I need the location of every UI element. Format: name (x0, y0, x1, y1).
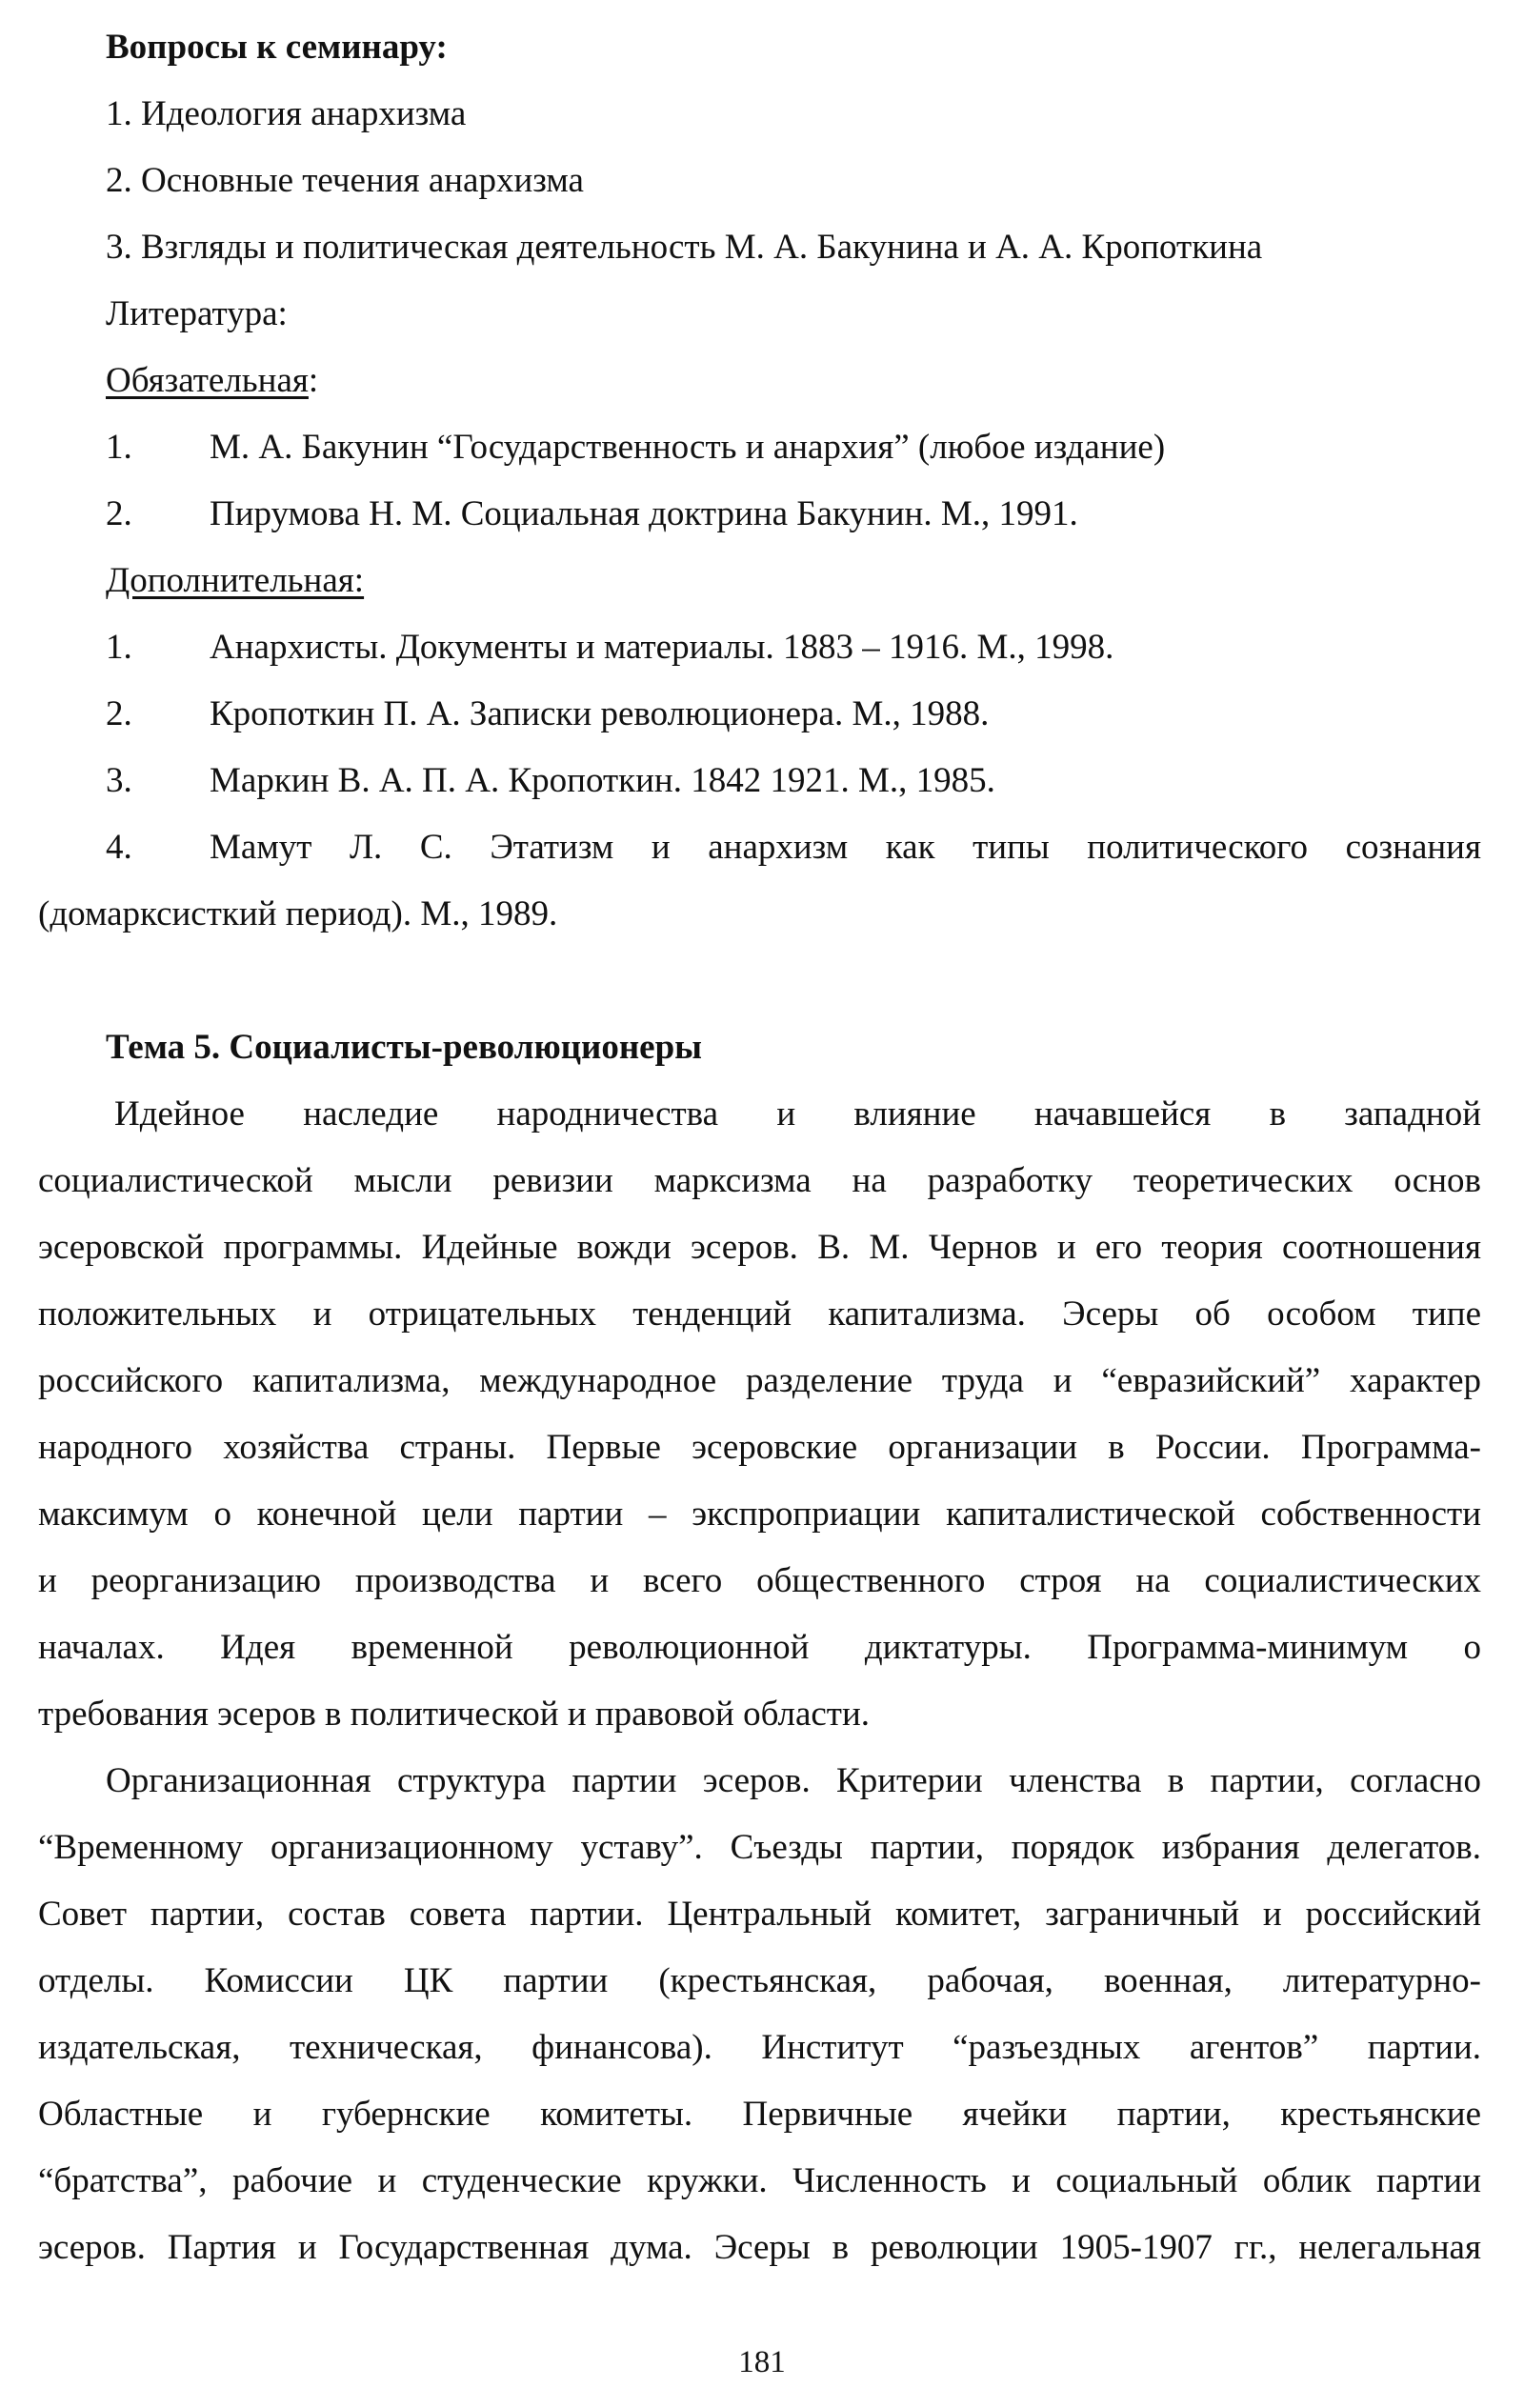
topic-paragraph1-line-8: и реорганизацию производства и всего общественного строя на социалистических (38, 1561, 1481, 1600)
topic-paragraph1-line-2: социалистической мысли ревизии марксизма на разработку теоретических основ (38, 1161, 1481, 1200)
seminar-question-1: 1. Идеология анархизма (106, 94, 467, 133)
required-item-1-text: М. А. Бакунин “Государственность и анархия” (любое издание) (210, 428, 1166, 467)
additional-item-3-text: Маркин В. А. П. А. Кропоткин. 1842 1921. М., 1985. (210, 761, 995, 800)
topic-paragraph1-line-1: Идейное наследие народничества и влияние начавшейся в западной (114, 1094, 1481, 1134)
topic-paragraph2-line-2: “Временному организационному уставу”. Съезды партии, порядок избрания делегатов. (38, 1828, 1481, 1867)
required-literature-label-text: Обязательная (106, 361, 309, 400)
required-literature-label (106, 360, 318, 402)
topic-paragraph2-line-4: отделы. Комиссии ЦК партии (крестьянская, рабочая, военная, литературно- (38, 1961, 1481, 2000)
required-item-2-number: 2. (106, 494, 132, 533)
required-item-2-text: Пирумова Н. М. Социальная доктрина Бакунин. М., 1991. (210, 494, 1078, 533)
additional-item-4-continuation: (домарксисткий период). М., 1989. (38, 894, 558, 933)
seminar-heading: Вопросы к семинару: (106, 28, 448, 67)
additional-item-3-number: 3. (106, 761, 132, 800)
required-item-1-number: 1. (106, 428, 132, 467)
topic-paragraph1-line-7: максимум о конечной цели партии – экспроприации капиталистической собственности (38, 1495, 1481, 1534)
additional-item-2-text: Кропоткин П. А. Записки революционера. М., 1988. (210, 694, 990, 733)
topic-paragraph1-line-9: началах. Идея временной революционной диктатуры. Программа-минимум о (38, 1628, 1481, 1667)
additional-literature-label: Дополнительная: (106, 561, 365, 600)
topic-paragraph2-line-3: Совет партии, состав совета партии. Центральный комитет, заграничный и российский (38, 1895, 1481, 1934)
seminar-question-2: 2. Основные течения анархизма (106, 161, 584, 200)
topic-paragraph2-line-5: издательская, техническая, финансова). Институт “разъездных агентов” партии. (38, 2028, 1481, 2067)
topic-paragraph1-line-3: эсеровской программы. Идейные вожди эсеров. В. М. Чернов и его теория соотношения (38, 1228, 1481, 1267)
seminar-question-3: 3. Взгляды и политическая деятельность М. А. Бакунина и А. А. Кропоткина (106, 228, 1263, 267)
additional-item-4-text: Мамут Л. С. Этатизм и анархизм как типы политического сознания (210, 828, 1481, 867)
topic-heading: Тема 5. Социалисты-революционеры (106, 1028, 703, 1067)
required-literature-colon: : (308, 361, 319, 400)
topic-paragraph1-line-4: положительных и отрицательных тенденций капитализма. Эсеры об особом типе (38, 1294, 1481, 1334)
page-number: 181 (738, 2345, 786, 2379)
topic-paragraph2-line-7: “братства”, рабочие и студенческие кружки. Численность и социальный облик партии (38, 2161, 1481, 2200)
additional-item-1-number: 1. (106, 628, 132, 667)
additional-item-2-number: 2. (106, 694, 132, 733)
topic-paragraph1-line-5: российского капитализма, международное разделение труда и “евразийский” характер (38, 1361, 1481, 1400)
additional-item-4-number: 4. (106, 828, 132, 867)
literature-heading: Литература: (106, 294, 288, 333)
topic-paragraph2-line-8: эсеров. Партия и Государственная дума. Эсеры в революции 1905-1907 гг., нелегальная (38, 2228, 1481, 2267)
topic-paragraph2-line-6: Областные и губернские комитеты. Первичные ячейки партии, крестьянские (38, 2095, 1481, 2134)
topic-paragraph2-line-1: Организационная структура партии эсеров. Критерии членства в партии, согласно (106, 1761, 1481, 1800)
topic-paragraph1-line-6: народного хозяйства страны. Первые эсеровские организации в России. Программа- (38, 1428, 1481, 1467)
topic-paragraph1-line-10: требования эсеров в политической и правовой области. (38, 1695, 871, 1734)
additional-item-1-text: Анархисты. Документы и материалы. 1883 – 1916. М., 1998. (210, 628, 1114, 667)
